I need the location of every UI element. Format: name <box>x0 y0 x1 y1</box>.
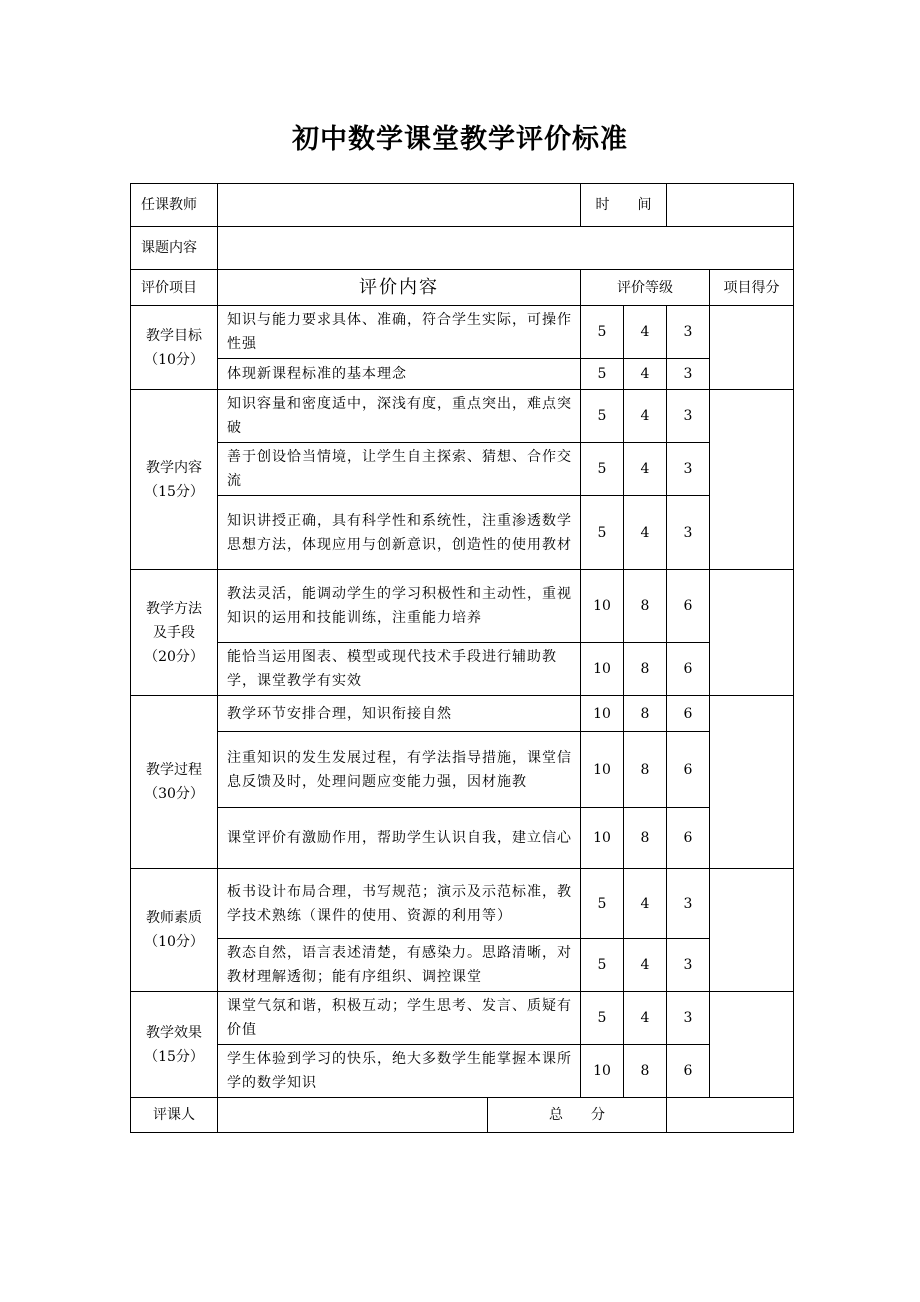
grade-high[interactable]: 10 <box>581 732 624 808</box>
total-value-cell[interactable] <box>667 1098 794 1133</box>
grade-mid[interactable]: 8 <box>624 1045 667 1098</box>
grade-high[interactable]: 5 <box>581 306 624 359</box>
grade-high[interactable]: 10 <box>581 1045 624 1098</box>
page-title: 初中数学课堂教学评价标准 <box>292 124 628 155</box>
grade-mid[interactable]: 8 <box>624 570 667 643</box>
grade-high[interactable]: 5 <box>581 443 624 496</box>
grade-high[interactable]: 5 <box>581 390 624 443</box>
criterion-text: 善于创设恰当情境，让学生自主探索、猜想、合作交流 <box>218 443 581 496</box>
grade-low[interactable]: 6 <box>667 696 710 732</box>
category-points: （20分） <box>144 648 204 665</box>
category-points: （15分） <box>144 1048 204 1065</box>
category-score-cell[interactable] <box>710 696 794 869</box>
grade-high[interactable]: 10 <box>581 643 624 696</box>
grade-high[interactable]: 10 <box>581 570 624 643</box>
criterion-text: 能恰当运用图表、模型或现代技术手段进行辅助教学，课堂教学有实效 <box>218 643 581 696</box>
category-cell <box>131 869 218 992</box>
category-score-cell[interactable] <box>710 390 794 570</box>
grade-mid[interactable]: 8 <box>624 696 667 732</box>
total-label: 总 分 <box>488 1098 667 1133</box>
criterion-text: 教法灵活，能调动学生的学习积极性和主动性，重视知识的运用和技能训练，注重能力培养 <box>218 570 581 643</box>
grade-low[interactable]: 6 <box>667 570 710 643</box>
teacher-value-cell[interactable] <box>218 184 581 227</box>
item-header: 评价项目 <box>131 270 218 306</box>
grade-low[interactable]: 6 <box>667 643 710 696</box>
grade-low[interactable]: 6 <box>667 732 710 808</box>
topic-label: 课题内容 <box>131 227 218 270</box>
criterion-text: 教态自然，语言表述清楚，有感染力。思路清晰，对教材理解透彻；能有序组织、调控课堂 <box>218 939 581 992</box>
criterion-text: 知识容量和密度适中，深浅有度，重点突出，难点突破 <box>218 390 581 443</box>
grade-mid[interactable]: 8 <box>624 808 667 869</box>
grade-low[interactable]: 3 <box>667 390 710 443</box>
criterion-text: 知识与能力要求具体、准确，符合学生实际，可操作性强 <box>218 306 581 359</box>
grade-high[interactable]: 5 <box>581 992 624 1045</box>
category-score-cell[interactable] <box>710 306 794 390</box>
evaluation-table <box>130 183 794 1133</box>
category-cell <box>131 992 218 1098</box>
grade-high[interactable]: 5 <box>581 496 624 570</box>
grade-high[interactable]: 5 <box>581 939 624 992</box>
category-name: 教学过程 <box>146 762 202 778</box>
grade-mid[interactable]: 4 <box>624 306 667 359</box>
grade-mid[interactable]: 4 <box>624 939 667 992</box>
category-cell <box>131 390 218 570</box>
grade-low[interactable]: 3 <box>667 306 710 359</box>
category-name: 教学目标 <box>146 327 202 344</box>
criterion-text: 课堂评价有激励作用，帮助学生认识自我，建立信心 <box>218 808 581 869</box>
category-score-cell[interactable] <box>710 992 794 1098</box>
reviewer-label: 评课人 <box>131 1098 218 1133</box>
grade-low[interactable]: 3 <box>667 443 710 496</box>
score-header: 项目得分 <box>710 270 794 306</box>
criterion-text: 板书设计布局合理，书写规范；演示及示范标准，教学技术熟练（课件的使用、资源的利用等） <box>218 869 581 939</box>
grade-mid[interactable]: 4 <box>624 443 667 496</box>
criterion-text: 学生体验到学习的快乐，绝大多数学生能掌握本课所学的数学知识 <box>218 1045 581 1098</box>
category-points: （10分） <box>144 351 204 368</box>
grade-low[interactable]: 3 <box>667 869 710 939</box>
category-points: （10分） <box>144 934 204 950</box>
criterion-text: 课堂气氛和谐，积极互动；学生思考、发言、质疑有价值 <box>218 992 581 1045</box>
teacher-label: 任课教师 <box>131 184 218 227</box>
category-name-line2: 及手段 <box>153 624 195 641</box>
category-name: 教师素质 <box>146 910 202 926</box>
grade-mid[interactable]: 4 <box>624 869 667 939</box>
time-value-cell[interactable] <box>667 184 794 227</box>
criterion-text: 体现新课程标准的基本理念 <box>218 359 581 390</box>
grade-high[interactable]: 5 <box>581 359 624 390</box>
criterion-text: 注重知识的发生发展过程，有学法指导措施，课堂信息反馈及时，处理问题应变能力强，因材施教 <box>218 732 581 808</box>
category-cell <box>131 570 218 696</box>
grade-high[interactable]: 10 <box>581 808 624 869</box>
category-cell <box>131 306 218 390</box>
grade-high[interactable]: 10 <box>581 696 624 732</box>
category-name: 教学效果 <box>146 1024 202 1041</box>
category-name: 教学内容 <box>146 459 202 476</box>
criterion-text: 教学环节安排合理，知识衔接自然 <box>218 696 581 732</box>
criterion-text: 知识讲授正确，具有科学性和系统性，注重渗透数学思想方法，体现应用与创新意识，创造性的使用教材 <box>218 496 581 570</box>
grade-mid[interactable]: 4 <box>624 992 667 1045</box>
grade-header: 评价等级 <box>581 270 710 306</box>
grade-mid[interactable]: 8 <box>624 732 667 808</box>
content-header: 评价内容 <box>218 270 581 306</box>
category-name-line1: 教学方法 <box>146 600 202 617</box>
grade-mid[interactable]: 4 <box>624 390 667 443</box>
category-score-cell[interactable] <box>710 869 794 992</box>
category-score-cell[interactable] <box>710 570 794 696</box>
grade-mid[interactable]: 8 <box>624 643 667 696</box>
grade-low[interactable]: 3 <box>667 359 710 390</box>
reviewer-value-cell[interactable] <box>218 1098 488 1133</box>
grade-low[interactable]: 3 <box>667 992 710 1045</box>
category-cell <box>131 696 218 869</box>
topic-value-cell[interactable] <box>218 227 794 270</box>
category-points: （30分） <box>144 786 204 802</box>
category-points: （15分） <box>144 483 204 500</box>
grade-low[interactable]: 3 <box>667 939 710 992</box>
grade-high[interactable]: 5 <box>581 869 624 939</box>
grade-low[interactable]: 6 <box>667 808 710 869</box>
grade-low[interactable]: 6 <box>667 1045 710 1098</box>
grade-mid[interactable]: 4 <box>624 359 667 390</box>
grade-mid[interactable]: 4 <box>624 496 667 570</box>
time-label: 时 间 <box>581 184 667 227</box>
grade-low[interactable]: 3 <box>667 496 710 570</box>
